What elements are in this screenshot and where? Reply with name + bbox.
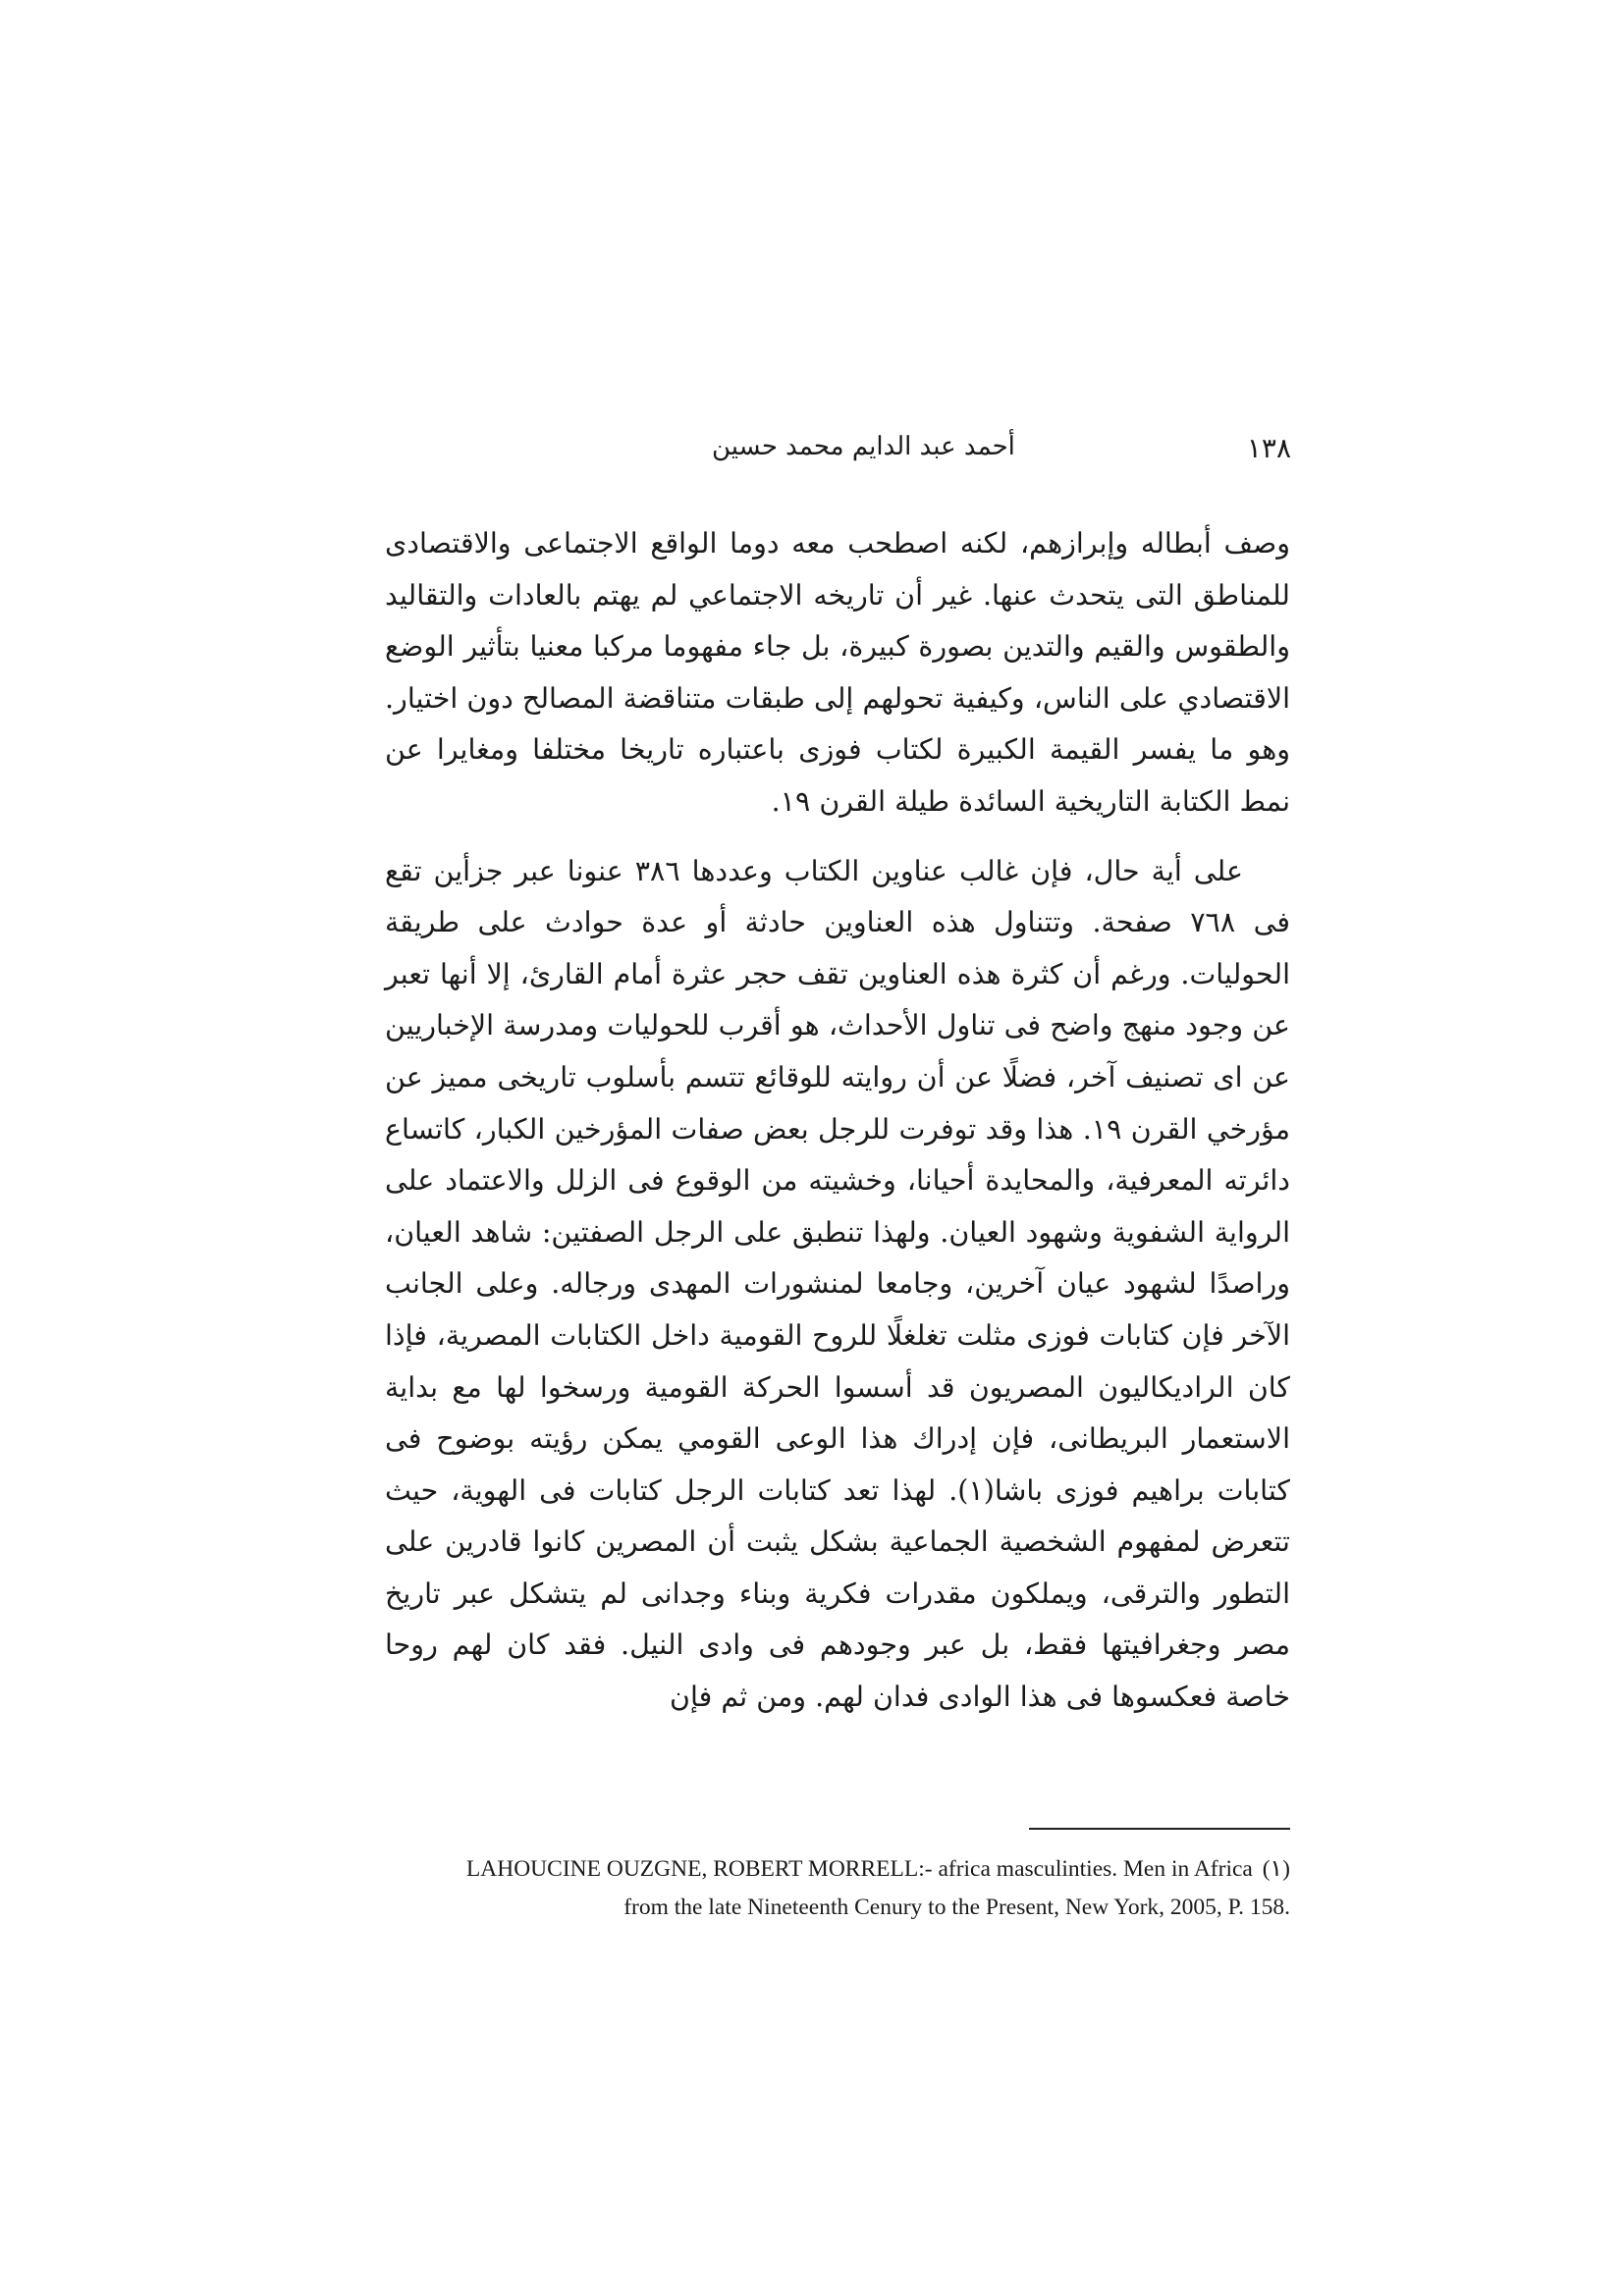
footnote-line-1	[385, 1850, 1290, 1889]
footnote	[385, 1850, 1290, 1927]
footnote-text-line-1: LAHOUCINE OUZGNE, ROBERT MORRELL:- africa masculinties. Men in Africa	[465, 1856, 1253, 1882]
footnote-line-2: from the late Nineteenth Cenury to the Present, New York, 2005, P. 158.	[623, 1895, 1290, 1920]
running-head: أحمد عبد الدايم محمد حسين	[712, 432, 1015, 461]
footnote-divider	[1029, 1828, 1290, 1830]
page-header	[383, 432, 1291, 481]
body-text	[385, 518, 1290, 1741]
page-number: ١٣٨	[1246, 432, 1291, 464]
paragraph-1: وصف أبطاله وإبرازهم، لكنه اصطحب معه دوما الواقع الاجتماعى والاقتصادى للمناطق التى يتحدث عنها. غير أن تاريخه الاجتماعي لم يهتم بالعادات والتقاليد والطقوس والقيم والتدين بصورة كبيرة، بل جاء مفهوما مركبا معنيا بتأثير الوضع الاقتصادي على الناس، وكيفية تحولهم إلى طبقات متناقضة المصالح دون اختيار. وهو ما يفسر القيمة الكبيرة لكتاب فوزى باعتباره تاريخا مختلفا ومغايرا عن نمط الكتابة التاريخية السائدة طيلة القرن ١٩.	[385, 527, 1290, 818]
footnote-marker: (١)	[1262, 1856, 1290, 1882]
paragraph-2: على أية حال، فإن غالب عناوين الكتاب وعددها ٣٨٦ عنونا عبر جزأين تقع فى ٧٦٨ صفحة. وتتناول هذه العناوين حادثة أو عدة حوادث على طريقة الحوليات. ورغم أن كثرة هذه العناوين تقف حجر عثرة أمام القارئ، إلا أنها تعبر عن وجود منهج واضح فى تناول الأحداث، هو أقرب للحوليات ومدرسة الإخباريين عن اى تصنيف آخر، فضلًا عن أن روايته للوقائع تتسم بأسلوب تاريخى مميز عن مؤرخي القرن ١٩. هذا وقد توفرت للرجل بعض صفات المؤرخين الكبار، كاتساع دائرته المعرفية، والمحايدة أحيانا، وخشيته من الوقوع فى الزلل والاعتماد على الرواية الشفوية وشهود العيان. ولهذا تنطبق على الرجل الصفتين: شاهد العيان، وراصدًا لشهود عيان آخرين، وجامعا لمنشورات المهدى ورجاله. وعلى الجانب الآخر فإن كتابات فوزى مثلت تغلغلًا للروح القومية داخل الكتابات المصرية، فإذا كان الراديكاليون المصريون قد أسسوا الحركة القومية ورسخوا لها مع بداية الاستعمار البريطانى، فإن إدراك هذا الوعى القومي يمكن رؤيته بوضوح فى كتابات براهيم فوزى باشا(١). لهذا تعد كتابات الرجل كتابات فى الهوية، حيث تتعرض لمفهوم الشخصية الجماعية بشكل يثبت أن المصرين كانوا قادرين على التطور والترقى، ويملكون مقدرات فكرية وبناء وجدانى لم يتشكل عبر تاريخ مصر وجغرافيتها فقط، بل عبر وجودهم فى وادى النيل. فقد كان لهم روحا خاصة فعكسوها فى هذا الوادى فدان لهم. ومن ثم فإن	[385, 854, 1290, 1714]
